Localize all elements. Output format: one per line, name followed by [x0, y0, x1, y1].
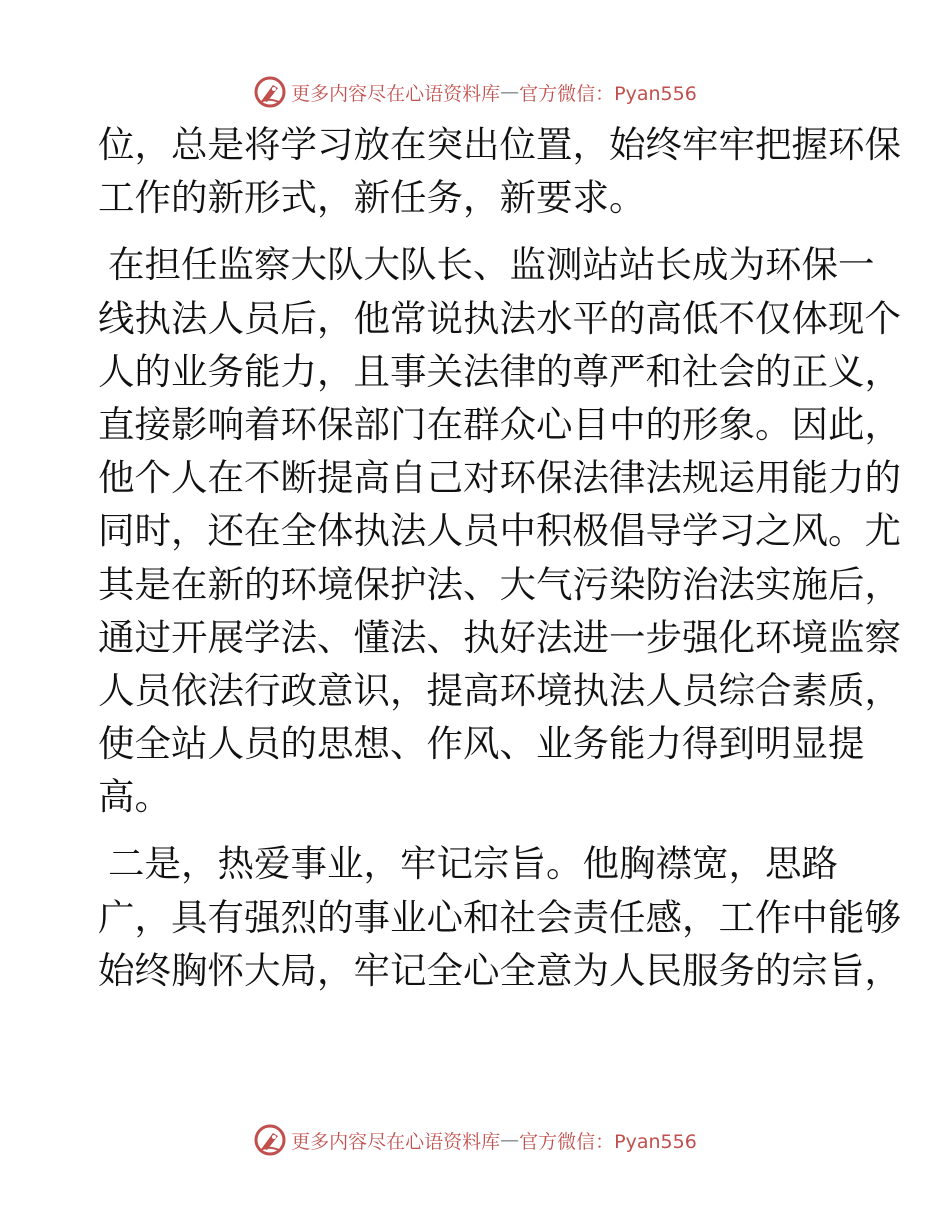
- banner-main-text: 更多内容尽在心语资料库: [291, 82, 501, 105]
- footer-watermark-banner: [0, 1120, 950, 1160]
- text-line: 工作的新形式，新任务，新要求。: [98, 176, 646, 220]
- paragraph-1: [98, 118, 901, 224]
- text-line: 二是，热爱事业，牢记宗旨。他胸襟宽，思路: [108, 842, 838, 886]
- text-line: 广，具有强烈的事业心和社会责任感，工作中能够: [98, 895, 901, 939]
- text-line: 其是在新的环境保护法、大气污染防治法实施后，: [98, 562, 901, 606]
- text-line: 通过开展学法、懂法、执好法进一步强化环境监察: [98, 615, 901, 659]
- document-body: [98, 118, 901, 997]
- paragraph-3: [98, 837, 901, 997]
- text-line: 在担任监察大队大队长、监测站站长成为环保一: [108, 243, 875, 287]
- text-line: 始终胸怀大局，牢记全心全意为人民服务的宗旨，: [98, 948, 901, 992]
- text-line: 同时，还在全体执法人员中积极倡导学习之风。尤: [98, 509, 901, 553]
- banner-contact-text: 官方微信：Pyan556: [519, 1130, 697, 1153]
- text-line: 线执法人员后，他常说执法水平的高低不仅体现个: [98, 296, 901, 340]
- text-line: 直接影响着环保部门在群众心目中的形象。因此，: [98, 402, 901, 446]
- pen-nib-logo-icon: [253, 1123, 287, 1157]
- header-watermark-banner: [0, 72, 950, 112]
- text-line: 人的业务能力，且事关法律的尊严和社会的正义，: [98, 349, 901, 393]
- text-line: 他个人在不断提高自己对环保法律法规运用能力的: [98, 456, 901, 500]
- banner-dash: —: [500, 1129, 520, 1151]
- text-line: 人员依法行政意识，提高环境执法人员综合素质，: [98, 668, 901, 712]
- text-line: 使全站人员的思想、作风、业务能力得到明显提: [98, 722, 865, 766]
- text-line: 高。: [98, 775, 171, 819]
- text-line: 位，总是将学习放在突出位置，始终牢牢把握环保: [98, 123, 901, 166]
- banner-main-text: 更多内容尽在心语资料库: [291, 1130, 501, 1153]
- pen-nib-logo-icon: [253, 75, 287, 109]
- banner-dash: —: [500, 81, 520, 103]
- paragraph-2: [98, 238, 901, 823]
- banner-contact-text: 官方微信：Pyan556: [519, 82, 697, 105]
